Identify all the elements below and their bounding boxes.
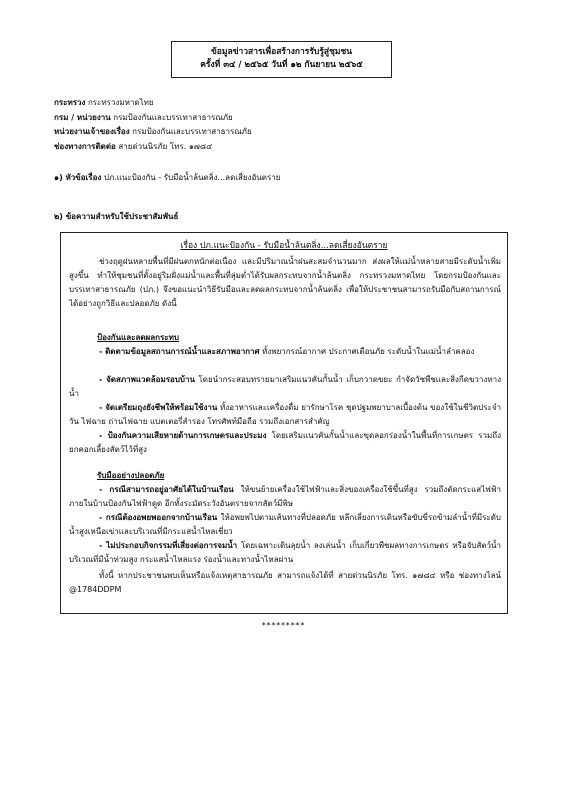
ministry-label: กระทรวง [54, 98, 86, 107]
cope-item-3 [69, 539, 501, 567]
ministry-value: กระทรวงมหาดไทย [87, 98, 154, 107]
issue-line: ครั้งที่ ๓๔ / ๒๕๖๕ วันที่ ๑๒ กันยายน ๒๕๖๕ [200, 60, 363, 70]
cope-item-2 [69, 511, 501, 539]
cope-item-3-bold: - ไม่ประกอบกิจกรรมที่เสี่ยงต่อการจมน้ำ [99, 541, 238, 550]
owner-row [54, 125, 534, 140]
dept-value: กรมป้องกันและบรรเทาสาธารณภัย [113, 112, 233, 122]
document-title: ข้อมูลข่าวสารเพื่อสร้างการรับรู้สู่ชุมชน [210, 47, 353, 57]
ministry-row [54, 96, 534, 111]
prevent-item-4 [69, 429, 501, 457]
cope-item-3-text: โดยเฉพาะเดินลุยน้ำ ลงเล่นน้ำ เก็บเกี่ยวพืชผลทางการเกษตร หรือจับสัตว์น้ำบริเวณที่มีน้ำท่วมสูง กระแสน้ำไหลแรง ร่องน้ำและทางน้ำไหลผ่าน [69, 541, 502, 564]
owner-value: กรมป้องกันและบรรเทาสาธารณภัย [132, 127, 252, 136]
section-1-value: ปภ.แนะป้องกัน - รับมือน้ำล้นตลิ่ง...ลดเสี่ยงอันตราย [103, 173, 281, 182]
section-2 [54, 210, 178, 223]
meta-block [54, 96, 534, 154]
prevent-item-1-text: ทั้งพยากรณ์อากาศ ประกาศเตือนภัย ระดับน้ำในแม่น้ำลำคลอง [262, 347, 475, 356]
cope-item-1 [69, 483, 501, 511]
header-box [171, 41, 392, 78]
prevent-item-3-bold: - จัดเตรียมถุงยังชีพให้พร้อมใช้งาน [99, 403, 218, 412]
contact-row [54, 140, 534, 155]
prevent-item-2 [69, 373, 501, 401]
content-box [60, 232, 508, 614]
prevent-heading: ป้องกันและลดผลกระทบ [97, 333, 179, 342]
contact-value: สายด่วนนิรภัย โทร. ๑๗๘๔ [118, 141, 213, 151]
prevent-item-2-text: โดยนำกระสอบทรายมาเสริมแนวคันกั้นน้ำ เก็บกวาดขยะ กำจัดวัชพืชและสิ่งกีดขวางทางน้ำ [69, 375, 501, 398]
cope-item-1-text: ให้ขนย้ายเครื่องใช้ไฟฟ้าและสิ่งของเครื่องใช้ขึ้นที่สูง รวมถึงตัดกระแสไฟฟ้าภายในบ้านป้องกันไฟฟ้าดูด อีกทั้งระมัดระวังอันตรายจากสัตว์มีพิษ [69, 485, 501, 508]
cope-item-2-bold: - กรณีต้องอพยพออกจากบ้านเรือน [99, 513, 218, 522]
section-1-label: ๑) หัวข้อเรื่อง [54, 173, 102, 182]
owner-label: หน่วยงานเจ้าของเรื่อง [54, 127, 130, 136]
cope-item-1-bold: - กรณีสามารถอยู่อาศัยได้ในบ้านเรือน [99, 485, 234, 494]
intro-paragraph: ช่วงฤดูฝนหลายพื้นที่มีฝนตกหนักต่อเนื่อง และมีปริมาณน้ำฝนสะสมจำนวนมาก ส่งผลให้แม่น้ำหลายสายมีระดับน้ำเพิ่มสูงขึ้น ทำให้ชุมชนที่ตั้งอยู่ริมฝั่งแม่น้ำและพื้นที่ลุ่มต่ำได้รับผลกระทบจากน้ำล้นตลิ่ง กระทรวงมหาดไทย โดยกรมป้องกันและบรรเทาสาธารณภัย (ปภ.) จึงขอแนะนำวิธีรับมือและลดผลกระทบจากน้ำล้นตลิ่ง เพื่อให้ประชาชนสามารถรับมือกับสถานการณ์ได้อย่างถูกวิธีและปลอดภัย ดังนี้ [69, 257, 501, 308]
prevent-item-3 [69, 401, 501, 429]
dept-row [54, 111, 534, 126]
cope-item-2-text: ให้อพยพไปตามเส้นทางที่ปลอดภัย หลีกเลี่ยงการเดินหรือขับขี่รถข้ามลำน้ำที่มีระดับน้ำสูงเหนือเข่าและบริเวณที่มีกระแสน้ำไหลเชี่ยว [69, 513, 501, 536]
section-1 [54, 171, 280, 184]
prevent-item-3-text: ทั้งอาหารและเครื่องดื่ม ยารักษาโรค ชุดปฐมพยาบาลเบื้องต้น ของใช้ในชีวิตประจำวัน ไฟฉาย ถ่านไฟฉาย แบตเตอรี่สำรอง โทรศัพท์มือถือ รวมถึงเอกสารสำคัญ [69, 403, 501, 426]
prevent-item-4-bold: - ป้องกันความเสียหายด้านการเกษตรและประมง [99, 431, 267, 440]
content-title: เรื่อง ปภ.แนะป้องกัน - รับมือน้ำล้นตลิ่ง...ลดเสี่ยงอันตราย [180, 241, 388, 251]
prevent-item-2-bold: - จัดสภาพแวดล้อมรอบบ้าน [99, 375, 195, 384]
section-2-label: ๒) ข้อความสำหรับใช้ประชาสัมพันธ์ [54, 212, 179, 221]
dept-label: กรม / หน่วยงาน [54, 112, 111, 122]
closing-paragraph: ทั้งนี้ หากประชาชนพบเห็นหรือแจ้งเหตุสาธารณภัย สามารถแจ้งได้ที่ สายด่วนนิรภัย โทร. ๑๗๘๔ หรือ ช่องทางไลน์ @1784DDPM [69, 571, 501, 594]
prevent-item-1 [69, 345, 501, 359]
prevent-item-4-text: โดยเสริมแนวคันกั้นน้ำและขุดลอกร่องน้ำในพื้นที่การเกษตร รวมถึงยกคอกเลี้ยงสัตว์ไว้ที่สูง [69, 431, 501, 454]
cope-heading: รับมืออย่างปลอดภัย [97, 471, 165, 480]
end-marker: ********* [261, 621, 305, 630]
prevent-item-1-bold: - ติดตามข้อมูลสถานการณ์น้ำและสภาพอากาศ [99, 347, 260, 356]
contact-label: ช่องทางการติดต่อ [54, 141, 116, 151]
